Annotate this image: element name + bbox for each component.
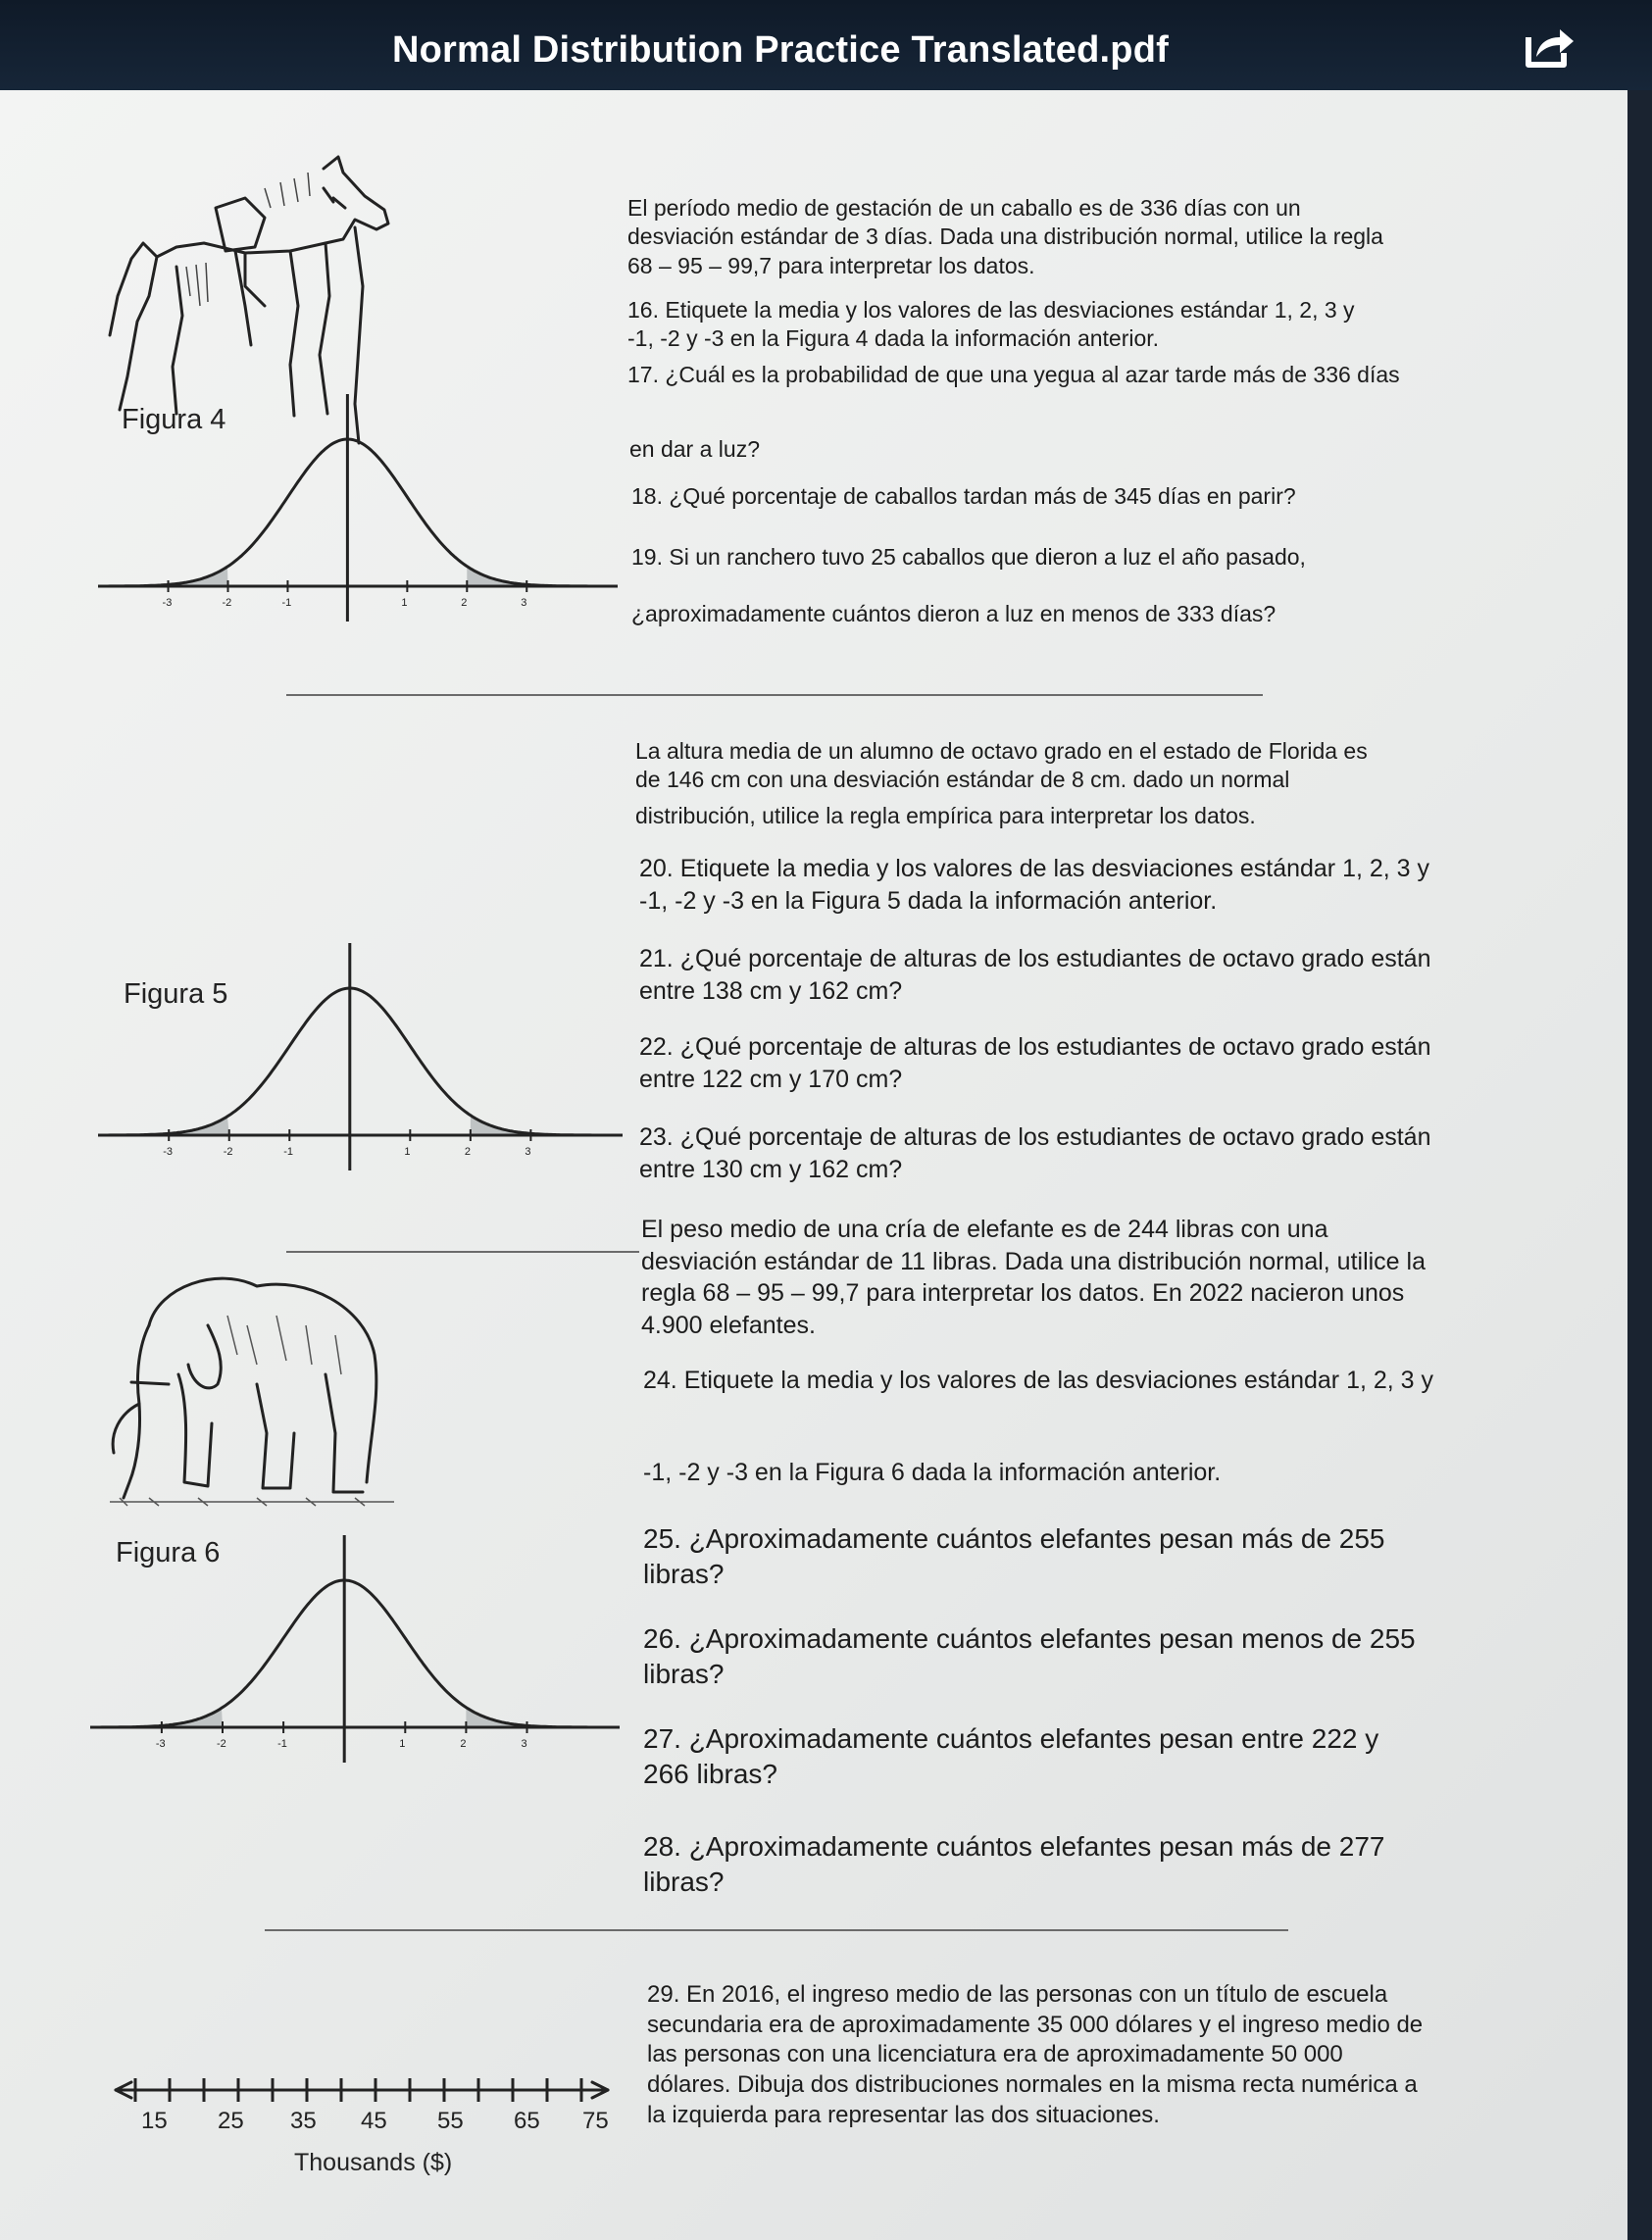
- curve-tick-label: -3: [162, 597, 173, 609]
- question-23: 23. ¿Qué porcentaje de alturas de los estudiantes de octavo grado están entre 130 cm y 162 cm?: [639, 1123, 1431, 1183]
- curve-tick-label: -3: [163, 1146, 174, 1158]
- axis-tick-75: 75: [582, 2108, 609, 2134]
- curve-tick-label: 3: [525, 1146, 531, 1158]
- axis-tick-55: 55: [437, 2108, 464, 2134]
- question-16: 16. Etiquete la media y los valores de las desviaciones estándar 1, 2, 3 y -1, -2 y -3 en la Figura 4 dada la información anterior.: [627, 297, 1355, 352]
- curve-tick-label: 3: [521, 597, 527, 609]
- figure-4-label: Figura 4: [122, 404, 226, 435]
- income-axis-title: Thousands ($): [294, 2149, 453, 2176]
- question-17a: 17. ¿Cuál es la probabilidad de que una yegua al azar tarde más de 336 días: [627, 362, 1400, 387]
- divider-3: [265, 1929, 1288, 1931]
- divider-2: [286, 1251, 639, 1253]
- figure-5-curve: [98, 939, 623, 1214]
- students-intro-b: distribución, utilice la regla empírica para interpretar los datos.: [635, 803, 1256, 828]
- figure-4-curve: [98, 400, 618, 665]
- bell-curve: [104, 988, 616, 1135]
- horse-intro: El período medio de gestación de un caballo es de 336 días con un desviación estándar de 3 días. Dada una distribución normal, utilice la regla 68 – 95 – 99,7 para interpretar los datos.: [627, 195, 1383, 278]
- axis-tick-15: 15: [141, 2108, 168, 2134]
- curve-tick-label: 2: [460, 1738, 467, 1750]
- question-19b: ¿aproximadamente cuántos dieron a luz en menos de 333 días?: [631, 601, 1277, 626]
- question-21: 21. ¿Qué porcentaje de alturas de los estudiantes de octavo grado están entre 138 cm y 162 cm?: [639, 945, 1431, 1005]
- axis-tick-45: 45: [361, 2108, 387, 2134]
- share-button[interactable]: [1518, 16, 1582, 80]
- curve-tick-label: 1: [401, 597, 408, 609]
- curve-tick-label: 3: [521, 1738, 527, 1750]
- divider-1: [286, 694, 1263, 696]
- bell-curve: [96, 1580, 614, 1727]
- share-icon: [1521, 24, 1579, 73]
- axis-tick-35: 35: [290, 2108, 317, 2134]
- viewer-edge: [1627, 90, 1652, 2240]
- question-26: 26. ¿Aproximadamente cuántos elefantes pesan menos de 255 libras?: [643, 1623, 1416, 1690]
- curve-tick-label: -1: [277, 1738, 287, 1750]
- curve-tick-label: -2: [223, 1146, 233, 1158]
- question-27: 27. ¿Aproximadamente cuántos elefantes pesan entre 222 y 266 libras?: [643, 1723, 1379, 1790]
- question-24a: 24. Etiquete la media y los valores de las desviaciones estándar 1, 2, 3 y: [643, 1367, 1434, 1394]
- bell-curve: [104, 439, 612, 586]
- question-18: 18. ¿Qué porcentaje de caballos tardan más de 345 días en parir?: [631, 483, 1296, 509]
- question-28: 28. ¿Aproximadamente cuántos elefantes pesan más de 277 libras?: [643, 1831, 1385, 1898]
- figure-5-label: Figura 5: [124, 978, 228, 1010]
- curve-tick-label: 1: [399, 1738, 406, 1750]
- question-22: 22. ¿Qué porcentaje de alturas de los estudiantes de octavo grado están entre 122 cm y 170 cm?: [639, 1033, 1431, 1093]
- curve-tick-label: -3: [155, 1738, 166, 1750]
- curve-tick-label: 1: [404, 1146, 411, 1158]
- curve-tick-label: -2: [217, 1738, 226, 1750]
- students-intro: La altura media de un alumno de octavo grado en el estado de Florida es de 146 cm con una desviación estándar de 8 cm. dado un normal: [635, 738, 1368, 793]
- question-17b: en dar a luz?: [629, 436, 760, 462]
- question-19a: 19. Si un ranchero tuvo 25 caballos que dieron a luz el año pasado,: [631, 544, 1306, 570]
- question-24b: -1, -2 y -3 en la Figura 6 dada la información anterior.: [643, 1459, 1222, 1486]
- pdf-page: [0, 90, 1627, 2240]
- curve-tick-label: -1: [283, 1146, 294, 1158]
- curve-tick-label: -2: [222, 597, 232, 609]
- question-29: 29. En 2016, el ingreso medio de las personas con un título de escuela secundaria era de aproximadamente 35 000 dólares y el ingreso medio de las personas con una licenciatura era de aproximadamente 50 000 dólares. Dibuja dos distribuciones normales en la misma recta numérica a la izquierda para representar las dos situaciones.: [647, 1981, 1424, 2128]
- curve-tick-label: -1: [281, 597, 292, 609]
- elephant-illustration: [110, 1267, 394, 1512]
- question-20: 20. Etiquete la media y los valores de las desviaciones estándar 1, 2, 3 y -1, -2 y -3 en la Figura 5 dada la información anterior.: [639, 855, 1430, 915]
- document-title: Normal Distribution Practice Translated.pdf: [392, 29, 1169, 71]
- elephant-intro: El peso medio de una cría de elefante es de 244 libras con una desviación estándar de 11 libras. Dada una distribución normal, utilice la regla 68 – 95 – 99,7 para interpretar los datos. En 2022 nacieron unos 4.900 elefantes.: [641, 1216, 1426, 1339]
- axis-tick-65: 65: [514, 2108, 540, 2134]
- curve-tick-label: 2: [461, 597, 468, 609]
- figure-6-curve: [90, 1529, 620, 1806]
- axis-tick-25: 25: [218, 2108, 244, 2134]
- curve-tick-label: 2: [464, 1146, 471, 1158]
- figure-6-label: Figura 6: [116, 1537, 221, 1568]
- question-25: 25. ¿Aproximadamente cuántos elefantes pesan más de 255 libras?: [643, 1523, 1385, 1590]
